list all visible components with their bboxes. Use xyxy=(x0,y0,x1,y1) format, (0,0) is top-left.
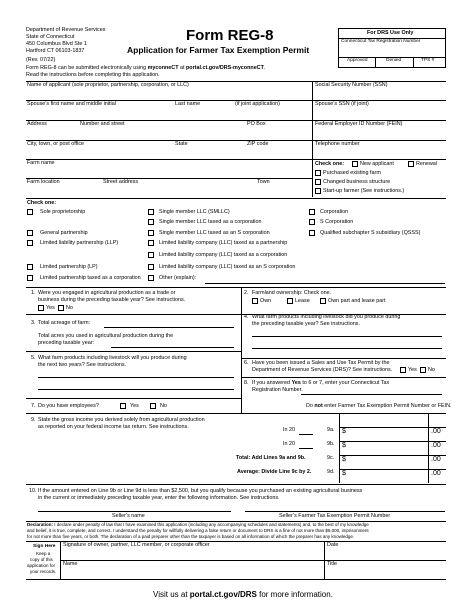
q3-acreage-field[interactable] xyxy=(104,327,234,328)
signature-label: Signature of owner, partner, LLC member, or corporate officer xyxy=(63,542,210,548)
line-9a-in20: In 20 xyxy=(283,427,295,433)
q4-answer-line-1[interactable] xyxy=(252,336,442,337)
q7-no-label: No xyxy=(160,403,167,409)
q7-no-checkbox[interactable] xyxy=(150,403,156,409)
q5-answer-line-1[interactable] xyxy=(38,377,234,378)
line-9c-total-label: Total: Add Lines 9a and 9b. xyxy=(236,455,306,461)
q6-yes-checkbox[interactable] xyxy=(400,367,406,373)
drs-box-title: For DRS Use Only xyxy=(367,30,414,36)
spouse-first-label: Spouse’s first name and middle initial xyxy=(27,101,116,107)
q6-no-checkbox[interactable] xyxy=(420,367,426,373)
q6-no-label: No xyxy=(428,367,435,373)
q1-no-checkbox[interactable] xyxy=(58,305,64,311)
q2-text: Farmland ownership: Check one. xyxy=(252,290,332,296)
title-label: Title xyxy=(327,561,337,567)
q8-note xyxy=(306,404,452,409)
q2-number: 2. xyxy=(244,290,249,296)
q7-number: 7. xyxy=(31,403,36,409)
applicant-status-label: Check one: xyxy=(315,161,345,167)
date-field[interactable] xyxy=(326,549,445,559)
footer-text: Visit us at xyxy=(153,590,190,599)
q8-line-1 xyxy=(252,381,389,386)
telephone-field[interactable] xyxy=(314,148,445,158)
number-street-label: Number and street xyxy=(80,121,125,127)
intro-text: at xyxy=(178,65,186,71)
q6-line-1: Have you been issued a Sales and Use Tax Permit by the xyxy=(252,360,390,366)
q3-text: Total acreage of farm: xyxy=(38,320,91,326)
q2-own-checkbox[interactable] xyxy=(252,298,258,304)
intro-line-2: Read the instructions before completing this application. xyxy=(26,72,160,78)
smllc-label: Single member LLC (SMLLC) xyxy=(159,209,230,215)
po-box-label: PO Box xyxy=(247,121,266,127)
q8-text: If you answered xyxy=(252,380,292,386)
q4-answer-line-2[interactable] xyxy=(252,348,442,349)
myconnect-link[interactable]: myconneCT xyxy=(147,65,179,71)
line-9b-amount-field[interactable] xyxy=(349,442,427,454)
startup-farmer-label: Start-up farmer (See instructions.) xyxy=(323,188,405,194)
changed-structure-checkbox[interactable] xyxy=(315,179,321,185)
spouse-ssn-label: Spouse’s SSN (if joint) xyxy=(315,101,369,107)
sign-here-label: Sign Here xyxy=(33,544,56,549)
q8-note-text: Do xyxy=(306,403,315,409)
corporation-checkbox[interactable] xyxy=(309,209,315,215)
q2-own-label: Own xyxy=(260,298,272,304)
line-9c-label: 9c. xyxy=(327,455,335,461)
date-label: Date xyxy=(327,542,339,548)
smllc-corp-checkbox[interactable] xyxy=(148,219,154,225)
keep-copy-line-1: Keep a xyxy=(36,551,51,556)
q6-yes-label: Yes xyxy=(408,367,417,373)
q8-yes-emphasis: Yes xyxy=(291,380,301,386)
q10-line-2: in the current or immediately preceding taxable year, enter the following information. See instructions. xyxy=(38,495,280,501)
llc-scorp-label: Limited liability company (LLC) taxed as an S corporation xyxy=(159,264,296,270)
footer-portal-link[interactable]: portal.ct.gov/DRS xyxy=(189,590,257,599)
declaration-label: Declaration: xyxy=(27,522,54,527)
llc-corp-label: Limited liability company (LLC) taxed as a corporation xyxy=(159,252,288,258)
town-label: Town xyxy=(257,179,270,185)
line-9a-dollar: $ xyxy=(342,428,346,435)
drs-reg-number-label: Connecticut Tax Registration Number xyxy=(341,39,421,44)
qsss-checkbox[interactable] xyxy=(309,230,315,236)
intro-line-1 xyxy=(26,66,265,71)
agency-line-2: State of Connecticut xyxy=(26,34,75,40)
spouse-ssn-field[interactable] xyxy=(314,108,445,118)
spouse-last-label: Last name xyxy=(175,101,201,107)
declaration-text: I declare under penalty of law that I have examined this application (including any accompanying schedules and statements) and, to the best of my knowledge xyxy=(53,522,369,527)
q4-line-2: the preceding taxable year? See instructions. xyxy=(252,321,360,327)
other-entity-checkbox[interactable] xyxy=(148,275,154,281)
line-9b-in20: In 20 xyxy=(283,441,295,447)
q8-text: to 6 or 7, enter your Connecticut Tax xyxy=(300,380,390,386)
other-entity-label: Other (explain): xyxy=(159,275,197,281)
line-9a-label: 9a. xyxy=(327,427,335,433)
line-9c-dollar: $ xyxy=(342,456,346,463)
s-corporation-label: S Corporation xyxy=(320,219,354,225)
drs-denied-label: Denied xyxy=(386,58,402,63)
qsss-label: Qualified subchapter S subsidiary (QSSS) xyxy=(320,230,421,236)
q9-number: 9. xyxy=(31,417,36,423)
address-label: Address xyxy=(27,121,47,127)
q8-number: 8. xyxy=(244,380,249,386)
sole-proprietorship-label: Sole proprietorship xyxy=(40,209,86,215)
footer xyxy=(153,591,333,599)
zip-label: ZIP code xyxy=(247,141,269,147)
ssn-label: Social Security Number (SSN) xyxy=(315,82,388,88)
q8-note-text: enter Farmer Tax Exemption Permit Number or FEIN. xyxy=(322,403,452,409)
q9-line-2: as reported on your federal income tax return. See instructions. xyxy=(38,424,189,430)
q1-line-1: Were you engaged in agricultural production as a trade or xyxy=(38,290,176,296)
q5-answer-line-2[interactable] xyxy=(38,389,234,390)
renewal-checkbox[interactable] xyxy=(408,161,414,167)
name-sign-label: Name xyxy=(63,561,78,567)
lp-corp-label: Limited partnership taxed as a corporation xyxy=(40,275,141,281)
llp-checkbox[interactable] xyxy=(27,240,33,246)
keep-copy-line-3: application for xyxy=(27,563,56,568)
intro-text: Form REG-8 can be submitted electronically using xyxy=(26,65,148,71)
purchased-farm-label: Purchased existing farm xyxy=(323,170,381,176)
line-9d-average-label: Average: Divide Line 9c by 2. xyxy=(237,469,312,475)
line-9d-label: 9d. xyxy=(327,469,335,475)
keep-copy-line-2: copy of this xyxy=(30,557,53,562)
general-partnership-label: General partnership xyxy=(40,230,88,236)
llc-corp-checkbox[interactable] xyxy=(148,252,154,258)
startup-farmer-checkbox[interactable] xyxy=(315,188,321,194)
signature-field[interactable] xyxy=(62,549,322,559)
street-address-label: Street address xyxy=(103,179,139,185)
city-label: City, town, or post office xyxy=(27,141,85,147)
q10-line-1: If the amount entered on Line 9b or Line 9d is less than $2,500, but you qualify because you purchased an existing agricultural business xyxy=(38,488,363,494)
agency-line-1: Department of Revenue Services xyxy=(26,27,106,33)
line-9b-dollar: $ xyxy=(342,442,346,449)
q4-line-1: What farm products including livestock did you produce during xyxy=(252,314,401,320)
q2-own-lease-checkbox[interactable] xyxy=(320,298,326,304)
lp-label: Limited partnership (LP) xyxy=(40,264,98,270)
farm-location-label: Farm location xyxy=(27,179,60,185)
llc-scorp-checkbox[interactable] xyxy=(148,264,154,270)
agency-line-4: Hartford CT 06103-1837 xyxy=(26,48,85,54)
q1-yes-label: Yes xyxy=(46,305,55,311)
q6-line-2: Department of Revenue Services (DRS)? See instructions. xyxy=(252,367,393,373)
line-9d-amount-field[interactable] xyxy=(349,470,427,482)
telephone-label: Telephone number xyxy=(315,141,360,147)
name-label: Name of applicant (sole proprietor, partnership, corporation, or LLC) xyxy=(27,82,189,88)
seller-permit-field[interactable] xyxy=(245,511,445,512)
q8-not-emphasis: not xyxy=(314,403,323,409)
smllc-scorp-checkbox[interactable] xyxy=(148,230,154,236)
form-title: Form REG-8 xyxy=(186,27,274,44)
llp-label: Limited liability partnership (LLP) xyxy=(40,240,119,246)
line-9b-label: 9b. xyxy=(327,441,335,447)
q2-lease-label: Lease xyxy=(295,298,310,304)
q5-line-2: the next two years? See instructions. xyxy=(38,362,127,368)
seller-name-field[interactable] xyxy=(38,511,231,512)
portal-link[interactable]: portal.ct.gov/DRS-myconneCT xyxy=(186,65,264,71)
smllc-corp-label: Single member LLC taxed as a corporation xyxy=(159,219,262,225)
spouse-name-field[interactable] xyxy=(27,108,310,118)
q8-line-2: Registration Number. xyxy=(252,387,303,393)
drs-tps-label: TPS # xyxy=(421,58,435,63)
q2-own-lease-label: Own part and lease part xyxy=(328,298,386,304)
q5-line-1: What farm products including livestock will you produce during xyxy=(38,355,187,361)
line-9b-cents: .00 xyxy=(431,442,441,449)
purchased-farm-checkbox[interactable] xyxy=(315,170,321,176)
q10-number: 10. xyxy=(29,488,37,494)
new-applicant-label: New applicant xyxy=(360,161,394,167)
general-partnership-checkbox[interactable] xyxy=(27,230,33,236)
form-subtitle: Application for Farmer Tax Exemption Permit xyxy=(127,45,310,55)
q2-lease-checkbox[interactable] xyxy=(287,298,293,304)
q7-yes-checkbox[interactable] xyxy=(120,403,126,409)
line-9c-amount-field[interactable] xyxy=(349,456,427,468)
city-state-zip-field[interactable] xyxy=(27,148,310,158)
q7-yes-label: Yes xyxy=(130,403,139,409)
q1-no-label: No xyxy=(66,305,73,311)
fein-field[interactable] xyxy=(314,128,445,138)
line-9a-cents: .00 xyxy=(431,428,441,435)
if-joint-label: (if joint application) xyxy=(235,101,280,107)
s-corporation-checkbox[interactable] xyxy=(309,219,315,225)
smllc-checkbox[interactable] xyxy=(148,209,154,215)
intro-text: . xyxy=(263,65,266,71)
other-entity-explain-field[interactable] xyxy=(205,283,445,284)
llc-partnership-checkbox[interactable] xyxy=(148,240,154,246)
q4-number: 4. xyxy=(244,314,249,320)
ssn-field[interactable] xyxy=(314,89,445,99)
entity-check-one-label: Check one: xyxy=(27,200,57,206)
q9-line-1: State the gross income you derived solely from agricultural production xyxy=(38,417,205,423)
address-field[interactable] xyxy=(27,128,310,138)
farm-name-label: Farm name xyxy=(27,160,55,166)
q3b-acres-field[interactable] xyxy=(111,347,234,348)
smllc-scorp-label: Single member LLC taxed as an S corporation xyxy=(159,230,270,236)
line-9a-amount-field[interactable] xyxy=(349,428,427,440)
llc-partnership-label: Limited liability company (LLC) taxed as a partnership xyxy=(159,240,288,246)
line-9a-year-field[interactable] xyxy=(299,434,313,435)
q5-number: 5. xyxy=(31,355,36,361)
q1-number: 1. xyxy=(31,290,36,296)
fein-label: Federal Employer ID Number (FEIN) xyxy=(315,121,403,127)
footer-text: for more information. xyxy=(256,590,333,599)
declaration-line-3: for not more than five years, or both. The declaration of a paid preparer other than the taxpayer is based on all information of which the preparer has any knowledge. xyxy=(27,534,355,539)
line-9d-dollar: $ xyxy=(342,470,346,477)
renewal-label: Renewal xyxy=(416,161,437,167)
corporation-label: Corporation xyxy=(320,209,349,215)
q3-number: 3. xyxy=(31,320,36,326)
new-applicant-checkbox[interactable] xyxy=(352,161,358,167)
q1-line-2: business during the preceding taxable year? See instructions. xyxy=(38,297,186,303)
changed-structure-label: Changed business structure xyxy=(323,179,391,185)
seller-permit-label: Seller’s Farmer Tax Exemption Permit Number xyxy=(279,513,391,519)
agency-line-3: 450 Columbus Blvd Ste 1 xyxy=(26,41,87,47)
state-label: State xyxy=(175,141,188,147)
line-9d-cents: .00 xyxy=(431,470,441,477)
sole-proprietorship-checkbox[interactable] xyxy=(27,209,33,215)
revision-date: (Rev. 07/22) xyxy=(26,57,56,63)
q1-yes-checkbox[interactable] xyxy=(38,305,44,311)
keep-copy-line-4: your records. xyxy=(30,569,57,574)
line-9b-year-field[interactable] xyxy=(299,448,313,449)
q3b-line-1: Total acres you used in agricultural production during the xyxy=(38,333,174,339)
q7-text: Do you have employees? xyxy=(38,403,99,409)
lp-corp-checkbox[interactable] xyxy=(27,275,33,281)
q6-number: 6. xyxy=(244,360,249,366)
seller-name-label: Seller’s name xyxy=(112,513,145,519)
declaration-line-1 xyxy=(27,523,369,528)
line-9c-cents: .00 xyxy=(431,456,441,463)
q3b-line-2: preceding taxable year: xyxy=(38,340,95,346)
q8-registration-number-field[interactable] xyxy=(301,394,442,395)
declaration-line-2: and belief, it is true, complete, and correct. I understand the penalty for willfully delivering a false return or document to DRS is a fine of not more than $5,000, imprisonment xyxy=(27,528,369,533)
lp-checkbox[interactable] xyxy=(27,264,33,270)
farm-name-field[interactable] xyxy=(27,166,310,177)
drs-approved-label: Approved xyxy=(347,58,368,63)
farm-location-field[interactable] xyxy=(27,186,310,196)
title-field[interactable] xyxy=(326,568,445,579)
name-field[interactable] xyxy=(27,89,310,99)
printed-name-field[interactable] xyxy=(62,568,322,579)
